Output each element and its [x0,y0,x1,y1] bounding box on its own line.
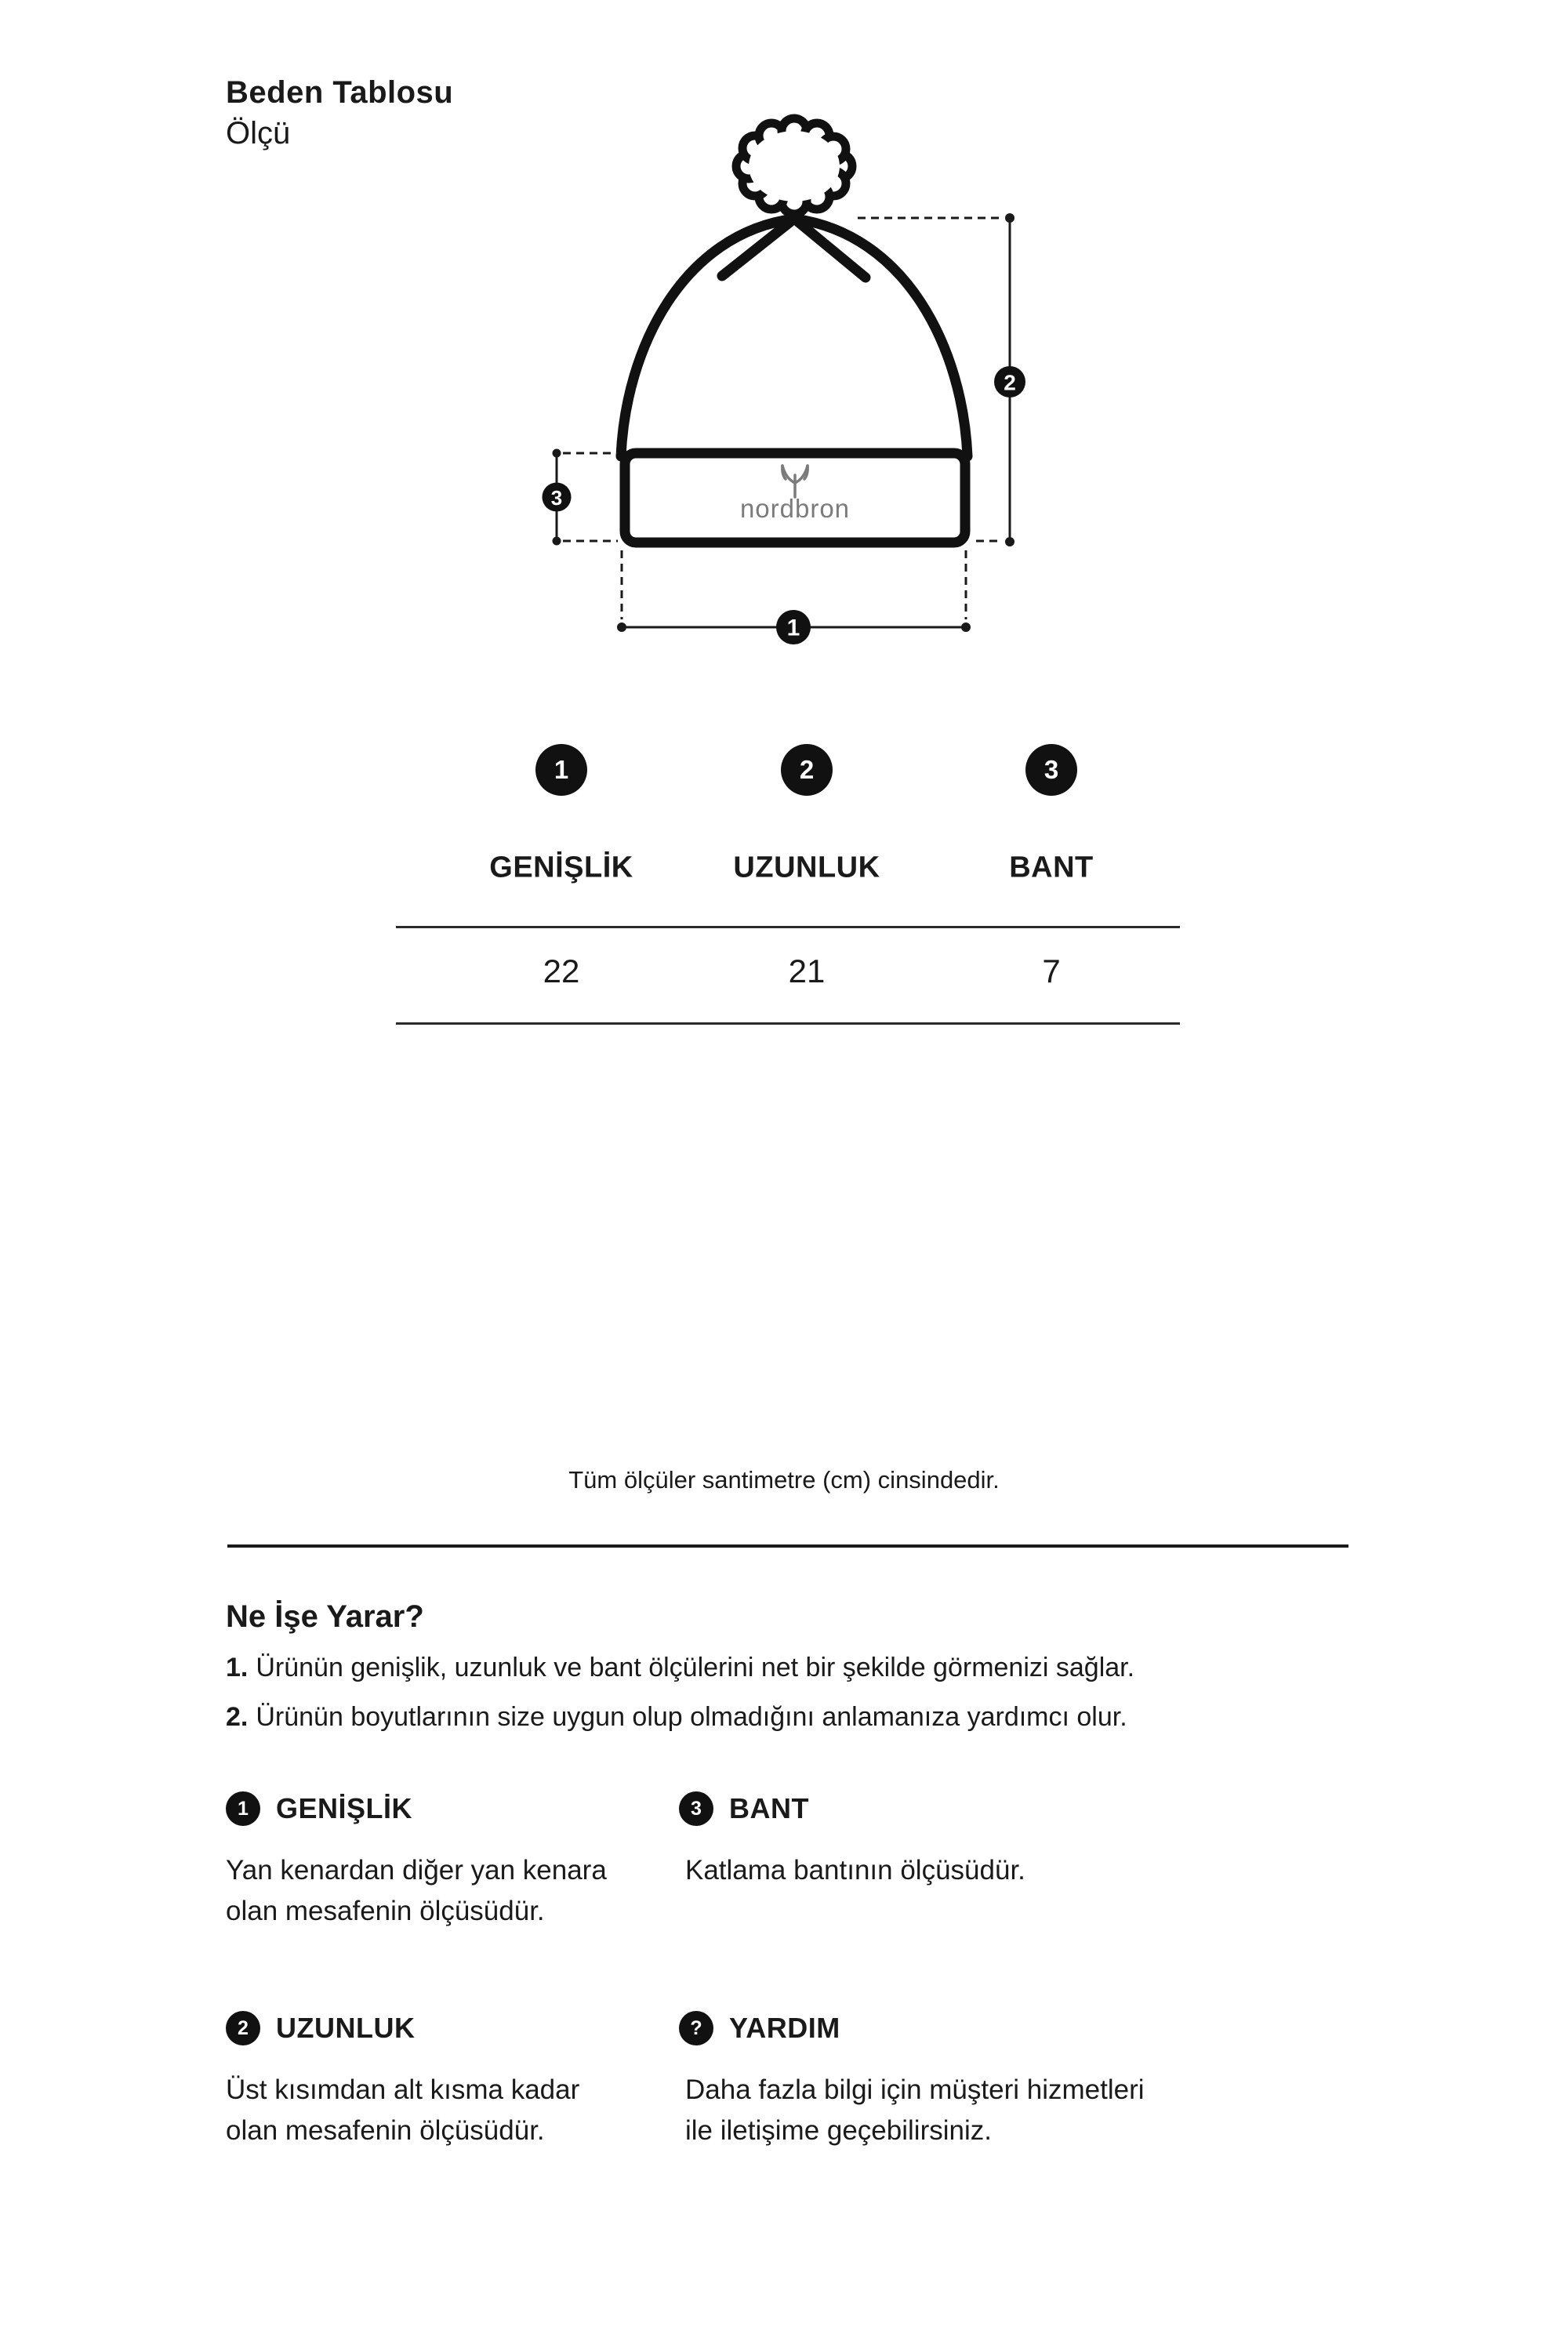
block-uzunluk-title: UZUNLUK [276,2012,416,2044]
block-uzunluk-marker: 2 [238,2016,249,2039]
table-rule-bottom [396,1022,1180,1025]
marker-3-number: 3 [550,486,563,510]
block-yardim-line2: ile iletişime geçebilirsiniz. [685,2115,992,2146]
info-item-1-number: 1. [226,1653,249,1682]
table-marker-1 [535,744,587,796]
table-header-genislik: GENİŞLİK [489,851,633,884]
block-bant-marker: 3 [691,1797,702,1820]
table-marker-3-number: 3 [1044,755,1059,784]
block-bant-desc [685,1850,1025,1891]
section-divider [227,1544,1348,1548]
table-header-uzunluk: UZUNLUK [733,851,880,884]
table-value-uzunluk: 21 [788,953,826,989]
block-uzunluk-line2: olan mesafenin ölçüsüdür. [226,2115,545,2146]
block-genislik-badge [226,1791,260,1826]
block-genislik-title: GENİŞLİK [276,1792,413,1824]
block-uzunluk-desc [226,2070,579,2151]
table-header-bant: BANT [1009,851,1094,884]
block-yardim-line1: Daha fazla bilgi için müşteri hizmetleri [685,2074,1145,2105]
block-bant-line1: Katlama bantının ölçüsüdür. [685,1855,1025,1886]
block-uzunluk-line1: Üst kısımdan alt kısma kadar [226,2074,580,2105]
block-genislik-line1: Yan kenardan diğer yan kenara [226,1855,607,1886]
block-yardim-desc [685,2070,1145,2151]
page-title: Beden Tablosu [226,75,454,110]
info-item-1 [226,1653,1134,1683]
table-value-bant: 7 [1042,953,1061,989]
info-item-2-text: Ürünün boyutlarının size uygun olup olmadığını anlamanıza yardımcı olur. [256,1702,1127,1732]
block-genislik-desc [226,1850,607,1932]
page-subtitle: Ölçü [226,116,291,151]
info-heading: Ne İşe Yarar? [226,1599,424,1634]
info-item-2 [226,1702,1127,1733]
table-marker-3 [1025,744,1077,796]
block-uzunluk-badge [226,2011,260,2045]
units-note: Tüm ölçüler santimetre (cm) cinsindedir. [568,1466,1000,1494]
beanie-diagram [517,102,1051,651]
block-bant-title: BANT [729,1792,809,1824]
marker-2-number: 2 [1004,370,1016,395]
table-marker-1-number: 1 [554,755,569,784]
block-yardim-badge [679,2011,713,2045]
block-genislik-line2: olan mesafenin ölçüsüdür. [226,1896,545,1926]
brand-logo-text: nordbron [739,494,851,523]
info-item-1-text: Ürünün genişlik, uzunluk ve bant ölçülerini net bir şekilde görmenizi sağlar. [256,1653,1135,1682]
table-rule-top [396,926,1180,928]
block-bant-badge [679,1791,713,1826]
block-genislik-marker: 1 [238,1797,249,1820]
table-marker-2-number: 2 [799,755,815,784]
table-value-genislik: 22 [543,953,580,989]
block-yardim-marker: ? [690,2016,702,2039]
marker-1-number: 1 [786,615,800,641]
info-item-2-number: 2. [226,1702,249,1732]
table-marker-2 [781,744,833,796]
pompom-body [749,131,840,201]
block-yardim-title: YARDIM [729,2012,840,2044]
hat-crown-fill [621,219,967,456]
